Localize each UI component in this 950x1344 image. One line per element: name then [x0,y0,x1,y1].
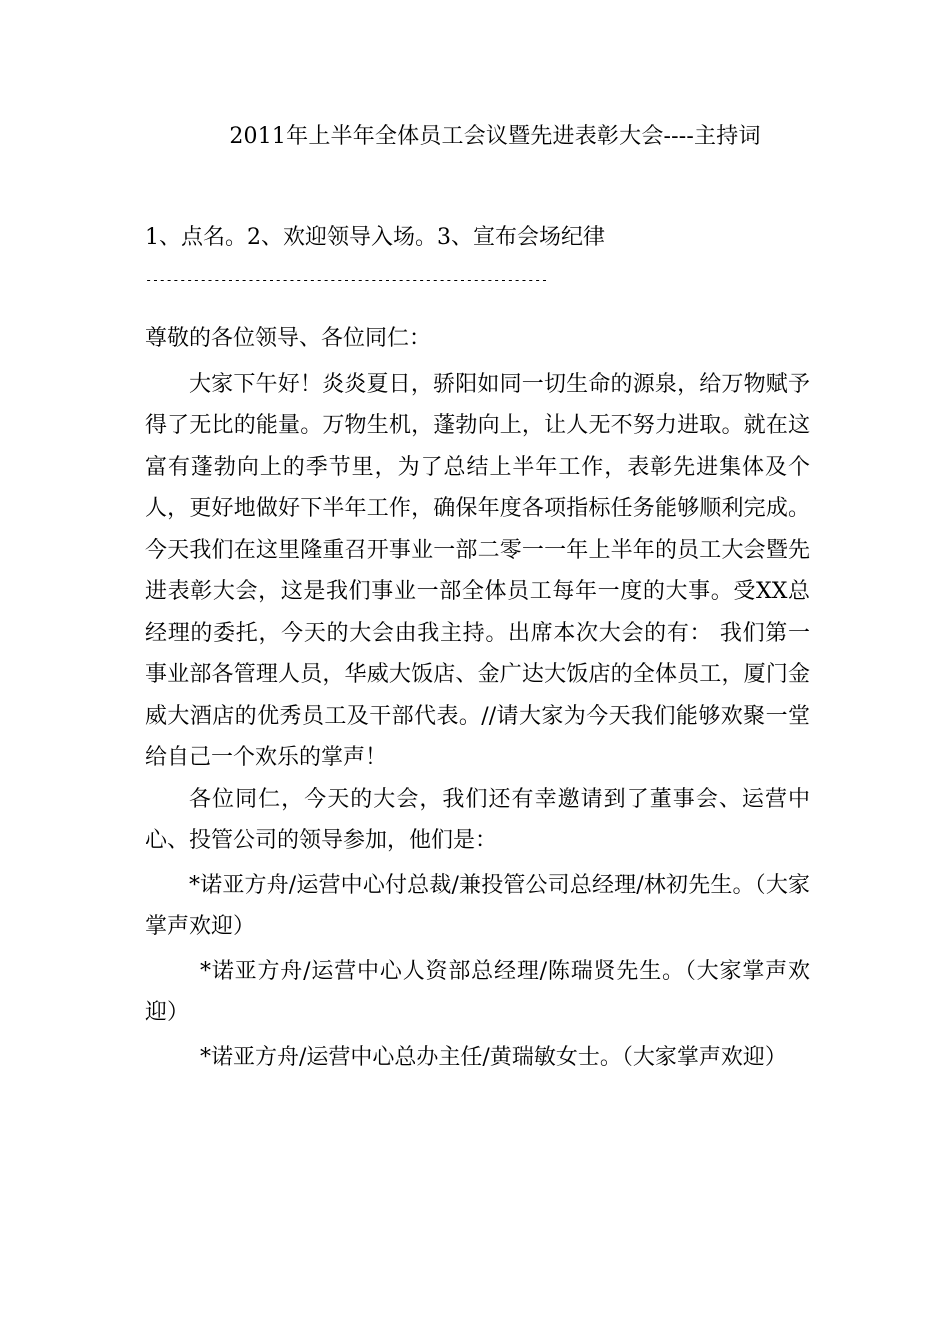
guest-item: *诺亚方舟/运营中心总办主任/黄瑞敏女士。（大家掌声欢迎） [200,1044,787,1070]
guest-item: *诺亚方舟/运营中心人资部总经理/陈瑞贤先生。（大家掌声欢迎） [145,958,810,1025]
salutation: 尊敬的各位领导、各位同仁： [145,326,432,351]
guest-intro-paragraph: 各位同仁，今天的大会，我们还有幸邀请到了董事会、运营中心、投管公司的领导参加，他们是： [145,786,810,853]
opening-paragraph: 大家下午好！炎炎夏日，骄阳如同一切生命的源泉，给万物赋予得了无比的能量。万物生机，蓬勃向上，让人无不努力进取。就在这富有蓬勃向上的季节里，为了总结上半年工作，表彰先进集体及个人，更好地做好下半年工作，确保年度各项指标任务能够顺利完成。今天我们在这里隆重召开事业一部二零一一年上半年的员工大会暨先进表彰大会，这是我们事业一部全体员工每年一度的大事。受XX总经理的委托，今天的大会由我主持。出席本次大会的有： 我们第一事业部各管理人员，华威大饭店、金广达大饭店的全体员工，厦门金威大酒店的优秀员工及干部代表。//请大家为今天我们能够欢聚一堂给自己一个欢乐的掌声！ [145,371,810,770]
speech-body [145,318,810,1078]
agenda-line: 1、点名。2、欢迎领导入场。3、宣布会场纪律 [145,225,605,250]
document-title: 2011年上半年全体员工会议暨先进表彰大会----主持词 [229,124,761,149]
dashed-divider: ----------------------------------------------------------- [145,273,548,287]
guest-item: *诺亚方舟/运营中心付总裁/兼投管公司总经理/林初先生。（大家掌声欢迎） [145,872,810,939]
